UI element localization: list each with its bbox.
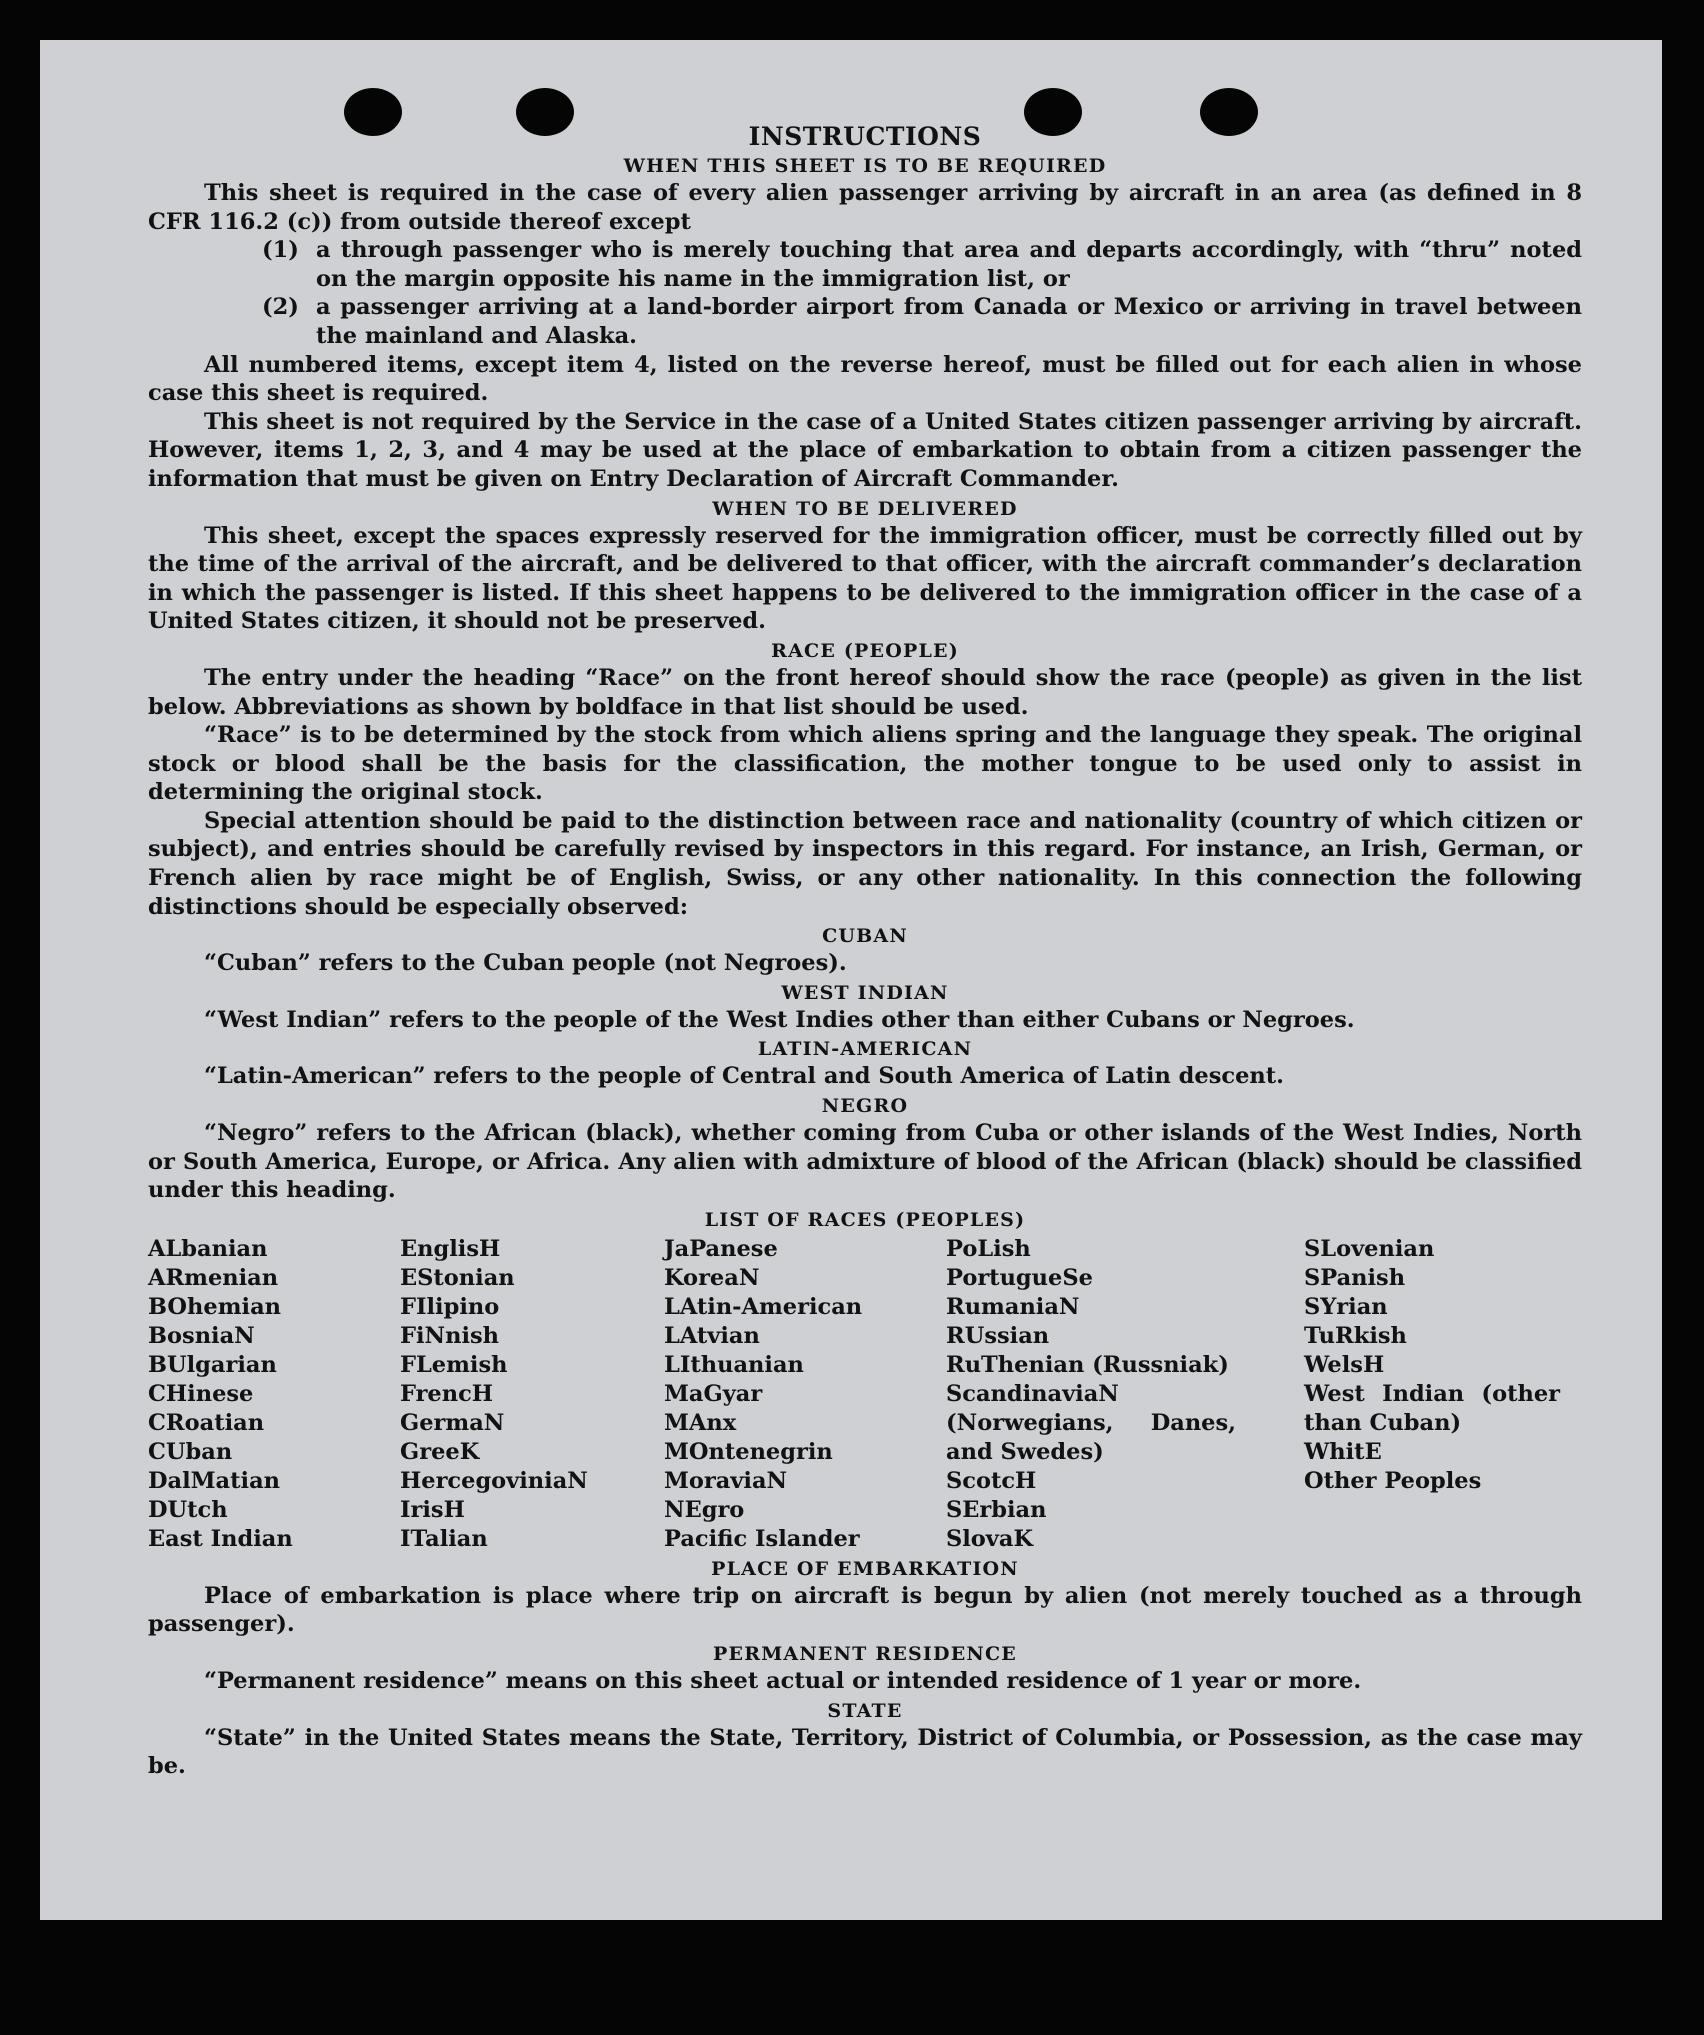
- race-entry: DUtch: [148, 1496, 228, 1523]
- race-entry: FrencH: [400, 1380, 494, 1407]
- races-column: [148, 1235, 400, 1554]
- required-para3: This sheet is not required by the Service in the case of a United States citizen passenger arriving by aircraft. However, items 1, 2, 3, and 4 may be used at the place of embarkation to obtain from a citizen passenger the information that must be given on Entry Declaration of Aircraft Commander.: [148, 408, 1582, 492]
- race-entry: RUssian: [946, 1322, 1050, 1349]
- race-entry: GreeK: [400, 1438, 480, 1465]
- race-entry: EnglisH: [400, 1235, 501, 1262]
- race-entry: MAnx: [664, 1409, 737, 1436]
- race-entry: GermaN: [400, 1409, 505, 1436]
- section-heading-west-indian: WEST INDIAN: [781, 981, 949, 1004]
- race-entry: CHinese: [148, 1380, 254, 1407]
- race-entry: ScotcH: [946, 1467, 1037, 1494]
- races-column: [664, 1235, 946, 1554]
- race-entry: SYrian: [1304, 1293, 1388, 1320]
- race-entry: TuRkish: [1304, 1322, 1407, 1349]
- race-entry: LIthuanian: [664, 1351, 804, 1378]
- punch-hole: [344, 88, 402, 136]
- race-entry: East Indian: [148, 1525, 293, 1552]
- race-entry: ALbanian: [148, 1235, 268, 1262]
- section-heading-required: WHEN THIS SHEET IS TO BE REQUIRED: [623, 155, 1107, 177]
- section-heading-negro: NEGRO: [821, 1095, 909, 1118]
- race-entry: LAtin-American: [664, 1293, 863, 1320]
- cuban-text: “Cuban” refers to the Cuban people (not Negroes).: [204, 950, 847, 977]
- race-entry: FiNnish: [400, 1322, 500, 1349]
- race-entry: West Indian (other than Cuban): [1304, 1380, 1560, 1436]
- race-entry: Other Peoples: [1304, 1467, 1482, 1494]
- race-entry: KoreaN: [664, 1264, 760, 1291]
- race-entry: SPanish: [1304, 1264, 1406, 1291]
- race-entry: CUban: [148, 1438, 233, 1465]
- race-entry: DalMatian: [148, 1467, 281, 1494]
- races-column: [1304, 1235, 1574, 1554]
- race-entry: ITalian: [400, 1525, 488, 1552]
- race-entry: BUlgarian: [148, 1351, 277, 1378]
- race-entry: ARmenian: [148, 1264, 279, 1291]
- embarkation-text: Place of embarkation is place where trip on aircraft is begun by alien (not merely touched as a through passenger).: [148, 1582, 1582, 1638]
- race-entry: PortugueSe: [946, 1264, 1093, 1291]
- punch-hole: [1024, 88, 1082, 136]
- required-intro: This sheet is required in the case of every alien passenger arriving by aircraft in an area (as defined in 8 CFR 116.2 (c)) from outside thereof except: [148, 180, 1582, 235]
- page-title: INSTRUCTIONS: [748, 122, 982, 151]
- race-entry: IrisH: [400, 1496, 465, 1523]
- races-list: [148, 1235, 1582, 1554]
- race-entry: SErbian: [946, 1496, 1047, 1523]
- race-entry: MaGyar: [664, 1380, 763, 1407]
- latin-american-text: “Latin-American” refers to the people of Central and South America of Latin descent.: [204, 1063, 1284, 1090]
- race-entry: CRoatian: [148, 1409, 265, 1436]
- race-entry: EStonian: [400, 1264, 515, 1291]
- state-text: “State” in the United States means the State, Territory, District of Columbia, or Possession, as the case may be.: [148, 1724, 1582, 1780]
- race-entry: Pacific Islander: [664, 1525, 860, 1552]
- section-heading-races-list: LIST OF RACES (PEOPLES): [704, 1208, 1026, 1231]
- residence-text: “Permanent residence” means on this sheet actual or intended residence of 1 year or more.: [204, 1668, 1362, 1694]
- section-heading-embarkation: PLACE OF EMBARKATION: [711, 1557, 1019, 1580]
- race-entry: MoraviaN: [664, 1467, 788, 1494]
- race-para1: The entry under the heading “Race” on the front hereof should show the race (people) as given in the list below. Abbreviations as shown by boldface in that list should be used.: [148, 664, 1582, 720]
- negro-text: “Negro” refers to the African (black), whether coming from Cuba or other islands of the West Indies, North or South America, Europe, or Africa. Any alien with admixture of blood of the African (black) should be classified under this heading.: [148, 1120, 1582, 1204]
- instruction-sheet: [40, 40, 1662, 1920]
- punch-hole: [1200, 88, 1258, 136]
- section-heading-race: RACE (PEOPLE): [771, 639, 959, 662]
- race-para2: “Race” is to be determined by the stock from which aliens spring and the language they speak. The original stock or blood shall be the basis for the classification, the mother tongue to be used only to assist in determining the original stock.: [148, 722, 1582, 806]
- race-entry: FIlipino: [400, 1293, 500, 1320]
- race-entry: LAtvian: [664, 1322, 760, 1349]
- race-entry: WhitE: [1304, 1438, 1382, 1465]
- exception-item: (2) a passenger arriving at a land-border airport from Canada or Mexico or arriving in travel between the mainland and Alaska.: [262, 294, 1582, 349]
- delivered-text: This sheet, except the spaces expressly reserved for the immigration officer, must be correctly filled out by the time of the arrival of the aircraft, and be delivered to that officer, with the aircraft commander’s declaration in which the passenger is listed. If this sheet happens to be delivered to the immigration officer in the case of a United States citizen, it should not be preserved.: [148, 522, 1582, 635]
- section-heading-state: STATE: [827, 1699, 903, 1722]
- race-entry: JaPanese: [664, 1235, 778, 1262]
- race-entry: RuThenian (Russniak): [946, 1351, 1229, 1378]
- race-entry: WelsH: [1304, 1351, 1385, 1378]
- races-column: [400, 1235, 664, 1554]
- race-entry: BosniaN: [148, 1322, 255, 1349]
- required-para2: All numbered items, except item 4, listed on the reverse hereof, must be filled out for each alien in whose case this sheet is required.: [148, 351, 1582, 407]
- punch-hole: [516, 88, 574, 136]
- section-heading-delivered: WHEN TO BE DELIVERED: [712, 497, 1018, 520]
- race-para3: Special attention should be paid to the distinction between race and nationality (country of which citizen or subject), and entries should be carefully revised by inspectors in this regard. For instance, an Irish, German, or French alien by race might be of English, Swiss, or any other nationality. In this connection the following distinctions should be especially observed:: [148, 807, 1582, 920]
- race-entry: BOhemian: [148, 1293, 282, 1320]
- races-column: [946, 1235, 1304, 1554]
- race-entry: MOntenegrin: [664, 1438, 833, 1465]
- race-entry: PoLish: [946, 1235, 1031, 1262]
- race-entry: SLovenian: [1304, 1235, 1435, 1262]
- section-heading-residence: PERMANENT RESIDENCE: [713, 1643, 1017, 1665]
- exception-item: (1) a through passenger who is merely touching that area and departs accordingly, with “thru” noted on the margin opposite his name in the immigration list, or: [262, 237, 1582, 292]
- race-entry: NEgro: [664, 1496, 745, 1523]
- race-entry: ScandinaviaN (Norwegians, Danes, and Swedes): [946, 1380, 1236, 1465]
- west-indian-text: “West Indian” refers to the people of the West Indies other than either Cubans or Negroes.: [204, 1006, 1355, 1033]
- section-heading-cuban: CUBAN: [822, 925, 908, 948]
- race-entry: SlovaK: [946, 1525, 1034, 1552]
- section-heading-latin-american: LATIN-AMERICAN: [757, 1038, 973, 1061]
- race-entry: FLemish: [400, 1351, 508, 1378]
- race-entry: RumaniaN: [946, 1293, 1080, 1320]
- race-entry: HercegoviniaN: [400, 1467, 588, 1494]
